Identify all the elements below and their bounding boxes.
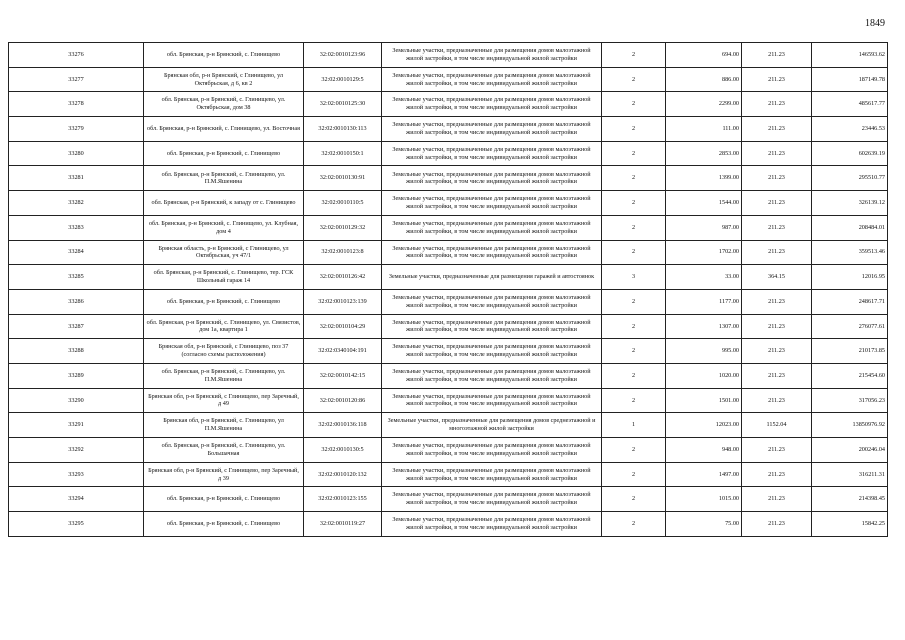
row-number: 33284 <box>9 240 144 265</box>
group-cell: 2 <box>602 438 666 463</box>
cadastral-value-cell: 214398.45 <box>812 487 888 512</box>
group-cell: 2 <box>602 215 666 240</box>
cadastral-number-cell: 32:02:0010130:5 <box>304 438 382 463</box>
area-cell: 948.00 <box>666 438 742 463</box>
group-cell: 3 <box>602 265 666 290</box>
specific-value-cell: 211.23 <box>742 191 812 216</box>
address-cell: Брянская обл, р-н Брянский, с Глинищево, поз 37 (согласно схемы расположения) <box>144 339 304 364</box>
group-cell: 2 <box>602 141 666 166</box>
group-cell: 2 <box>602 67 666 92</box>
area-cell: 1497.00 <box>666 462 742 487</box>
table-row <box>9 43 888 68</box>
area-cell: 1307.00 <box>666 314 742 339</box>
cadastral-number-cell: 32:02:0010119:27 <box>304 512 382 537</box>
area-cell: 111.00 <box>666 117 742 142</box>
cadastral-number-cell: 32:02:0010129:32 <box>304 215 382 240</box>
area-cell: 886.00 <box>666 67 742 92</box>
specific-value-cell: 211.23 <box>742 462 812 487</box>
address-cell: обл. Брянская, р-н Брянский, с. Глинищево, ул. П.М.Яшенина <box>144 166 304 191</box>
land-use-cell: Земельные участки, предназначенные для размещения домов малоэтажной жилой застройки, в том числе индивидуальной жилой застройки <box>382 512 602 537</box>
group-cell: 2 <box>602 191 666 216</box>
row-number: 33287 <box>9 314 144 339</box>
area-cell: 694.00 <box>666 43 742 68</box>
cadastral-value-cell: 187149.78 <box>812 67 888 92</box>
area-cell: 12023.00 <box>666 413 742 438</box>
land-use-cell: Земельные участки, предназначенные для размещения домов малоэтажной жилой застройки, в том числе индивидуальной жилой застройки <box>382 314 602 339</box>
land-use-cell: Земельные участки, предназначенные для размещения домов малоэтажной жилой застройки, в том числе индивидуальной жилой застройки <box>382 117 602 142</box>
cadastral-value-table <box>8 42 888 537</box>
table-row <box>9 289 888 314</box>
row-number: 33292 <box>9 438 144 463</box>
table-row <box>9 141 888 166</box>
table-row <box>9 487 888 512</box>
specific-value-cell: 364.15 <box>742 265 812 290</box>
cadastral-value-cell: 359513.46 <box>812 240 888 265</box>
row-number: 33290 <box>9 388 144 413</box>
cadastral-value-cell: 146593.62 <box>812 43 888 68</box>
specific-value-cell: 211.23 <box>742 141 812 166</box>
land-use-cell: Земельные участки, предназначенные для размещения домов малоэтажной жилой застройки, в том числе индивидуальной жилой застройки <box>382 339 602 364</box>
area-cell: 1399.00 <box>666 166 742 191</box>
cadastral-number-cell: 32:02:0010142:15 <box>304 363 382 388</box>
row-number: 33295 <box>9 512 144 537</box>
cadastral-value-cell: 12016.95 <box>812 265 888 290</box>
cadastral-number-cell: 32:02:0340104:191 <box>304 339 382 364</box>
area-cell: 75.00 <box>666 512 742 537</box>
specific-value-cell: 211.23 <box>742 43 812 68</box>
row-number: 33276 <box>9 43 144 68</box>
specific-value-cell: 1152.04 <box>742 413 812 438</box>
cadastral-number-cell: 32:02:0010130:113 <box>304 117 382 142</box>
group-cell: 2 <box>602 388 666 413</box>
row-number: 33291 <box>9 413 144 438</box>
cadastral-number-cell: 32:02:0010150:1 <box>304 141 382 166</box>
cadastral-number-cell: 32:02:0010123:139 <box>304 289 382 314</box>
area-cell: 1501.00 <box>666 388 742 413</box>
address-cell: обл. Брянская, р-н Брянский, с. Глинищево <box>144 141 304 166</box>
table-row <box>9 512 888 537</box>
cadastral-value-cell: 248617.71 <box>812 289 888 314</box>
land-use-cell: Земельные участки, предназначенные для размещения домов малоэтажной жилой застройки, в том числе индивидуальной жилой застройки <box>382 166 602 191</box>
cadastral-number-cell: 32:02:0010120:86 <box>304 388 382 413</box>
row-number: 33289 <box>9 363 144 388</box>
row-number: 33278 <box>9 92 144 117</box>
address-cell: обл. Брянская, р-н Брянский, к западу от с. Глинищево <box>144 191 304 216</box>
row-number: 33281 <box>9 166 144 191</box>
address-cell: обл. Брянская, р-н Брянский, с. Глинищево <box>144 43 304 68</box>
area-cell: 1177.00 <box>666 289 742 314</box>
specific-value-cell: 211.23 <box>742 339 812 364</box>
land-use-cell: Земельные участки, предназначенные для размещения домов малоэтажной жилой застройки, в том числе индивидуальной жилой застройки <box>382 92 602 117</box>
table-row <box>9 67 888 92</box>
group-cell: 2 <box>602 314 666 339</box>
table-row <box>9 388 888 413</box>
row-number: 33280 <box>9 141 144 166</box>
address-cell: обл. Брянская, р-н Брянский, с. Глинищево <box>144 512 304 537</box>
area-cell: 1020.00 <box>666 363 742 388</box>
address-cell: обл. Брянская, р-н Брянский, с. Глинищево, ул. Связистов, дом 1а, квартира 1 <box>144 314 304 339</box>
row-number: 33283 <box>9 215 144 240</box>
group-cell: 1 <box>602 413 666 438</box>
land-use-cell: Земельные участки, предназначенные для размещения домов малоэтажной жилой застройки, в том числе индивидуальной жилой застройки <box>382 43 602 68</box>
land-use-cell: Земельные участки, предназначенные для размещения домов малоэтажной жилой застройки, в том числе индивидуальной жилой застройки <box>382 388 602 413</box>
group-cell: 2 <box>602 43 666 68</box>
row-number: 33279 <box>9 117 144 142</box>
specific-value-cell: 211.23 <box>742 117 812 142</box>
address-cell: обл. Брянская, р-н Брянский, с. Глинищево <box>144 289 304 314</box>
cadastral-number-cell: 32:02:0010123:8 <box>304 240 382 265</box>
cadastral-number-cell: 32:02:0010104:29 <box>304 314 382 339</box>
cadastral-number-cell: 32:02:0010136:118 <box>304 413 382 438</box>
address-cell: обл. Брянская, р-н Брянский, с. Глинищево, ул. Восточная <box>144 117 304 142</box>
address-cell: Брянская обл, р-н Брянский, с Глинищево, ул Октябрьская, д 6, кв 2 <box>144 67 304 92</box>
group-cell: 2 <box>602 462 666 487</box>
specific-value-cell: 211.23 <box>742 67 812 92</box>
cadastral-value-cell: 316211.31 <box>812 462 888 487</box>
group-cell: 2 <box>602 363 666 388</box>
land-use-cell: Земельные участки, предназначенные для размещения гаражей и автостоянок <box>382 265 602 290</box>
row-number: 33294 <box>9 487 144 512</box>
row-number: 33288 <box>9 339 144 364</box>
land-use-cell: Земельные участки, предназначенные для размещения домов малоэтажной жилой застройки, в том числе индивидуальной жилой застройки <box>382 191 602 216</box>
cadastral-number-cell: 32:02:0010126:42 <box>304 265 382 290</box>
cadastral-value-cell: 200246.04 <box>812 438 888 463</box>
land-use-cell: Земельные участки, предназначенные для размещения домов малоэтажной жилой застройки, в том числе индивидуальной жилой застройки <box>382 240 602 265</box>
land-use-cell: Земельные участки, предназначенные для размещения домов малоэтажной жилой застройки, в том числе индивидуальной жилой застройки <box>382 438 602 463</box>
area-cell: 987.00 <box>666 215 742 240</box>
address-cell: обл. Брянская, р-н Брянский, с. Глинищево <box>144 487 304 512</box>
address-cell: Брянская обл, р-н Брянский, с Глинищево, пер Заречный, д 39 <box>144 462 304 487</box>
specific-value-cell: 211.23 <box>742 314 812 339</box>
table-body <box>9 43 888 537</box>
cadastral-value-cell: 326139.12 <box>812 191 888 216</box>
cadastral-value-cell: 276077.61 <box>812 314 888 339</box>
table-row <box>9 191 888 216</box>
land-use-cell: Земельные участки, предназначенные для размещения домов малоэтажной жилой застройки, в том числе индивидуальной жилой застройки <box>382 462 602 487</box>
specific-value-cell: 211.23 <box>742 363 812 388</box>
area-cell: 2299.00 <box>666 92 742 117</box>
cadastral-number-cell: 32:02:0010130:91 <box>304 166 382 191</box>
cadastral-number-cell: 32:02:0010129:5 <box>304 67 382 92</box>
group-cell: 2 <box>602 339 666 364</box>
address-cell: Брянская обл, р-н Брянский, с. Глинищево, ул П.М.Яшенина <box>144 413 304 438</box>
row-number: 33282 <box>9 191 144 216</box>
address-cell: обл. Брянская, р-н Брянский, с. Глинищево, ул. П.М.Яшенина <box>144 363 304 388</box>
specific-value-cell: 211.23 <box>742 487 812 512</box>
group-cell: 2 <box>602 487 666 512</box>
cadastral-value-cell: 13850976.92 <box>812 413 888 438</box>
cadastral-value-cell: 208484.01 <box>812 215 888 240</box>
page-number: 1849 <box>865 18 885 29</box>
cadastral-value-cell: 23446.53 <box>812 117 888 142</box>
area-cell: 1702.00 <box>666 240 742 265</box>
specific-value-cell: 211.23 <box>742 240 812 265</box>
address-cell: Брянская обл, р-н Брянский, с Глинищево, пер Заречный, д 49 <box>144 388 304 413</box>
area-cell: 2853.00 <box>666 141 742 166</box>
specific-value-cell: 211.23 <box>742 92 812 117</box>
cadastral-value-cell: 485617.77 <box>812 92 888 117</box>
area-cell: 995.00 <box>666 339 742 364</box>
row-number: 33293 <box>9 462 144 487</box>
table-row <box>9 438 888 463</box>
group-cell: 2 <box>602 166 666 191</box>
group-cell: 2 <box>602 117 666 142</box>
cadastral-number-cell: 32:02:0010120:132 <box>304 462 382 487</box>
specific-value-cell: 211.23 <box>742 438 812 463</box>
cadastral-value-cell: 215454.60 <box>812 363 888 388</box>
specific-value-cell: 211.23 <box>742 166 812 191</box>
area-cell: 33.00 <box>666 265 742 290</box>
row-number: 33277 <box>9 67 144 92</box>
cadastral-number-cell: 32:02:0010125:30 <box>304 92 382 117</box>
area-cell: 1544.00 <box>666 191 742 216</box>
table-row <box>9 117 888 142</box>
specific-value-cell: 211.23 <box>742 388 812 413</box>
land-use-cell: Земельные участки, предназначенные для размещения домов малоэтажной жилой застройки, в том числе индивидуальной жилой застройки <box>382 215 602 240</box>
land-use-cell: Земельные участки, предназначенные для размещения домов малоэтажной жилой застройки, в том числе индивидуальной жилой застройки <box>382 487 602 512</box>
cadastral-value-cell: 210173.85 <box>812 339 888 364</box>
table-row <box>9 314 888 339</box>
cadastral-number-cell: 32:02:0010123:96 <box>304 43 382 68</box>
group-cell: 2 <box>602 240 666 265</box>
address-cell: обл. Брянская, р-н Брянский, с. Глинищево, тер. ГСК Школьный гараж 14 <box>144 265 304 290</box>
table-row <box>9 240 888 265</box>
land-use-cell: Земельные участки, предназначенные для размещения домов малоэтажной жилой застройки, в том числе индивидуальной жилой застройки <box>382 289 602 314</box>
group-cell: 2 <box>602 512 666 537</box>
specific-value-cell: 211.23 <box>742 289 812 314</box>
row-number: 33285 <box>9 265 144 290</box>
group-cell: 2 <box>602 289 666 314</box>
table-row <box>9 166 888 191</box>
area-cell: 1015.00 <box>666 487 742 512</box>
address-cell: обл. Брянская, р-н Брянский, с. Глинищево, ул. Октябрьская, дом 38 <box>144 92 304 117</box>
land-use-cell: Земельные участки, предназначенные для размещения домов среднеэтажной и многоэтажной жилой застройки <box>382 413 602 438</box>
land-use-cell: Земельные участки, предназначенные для размещения домов малоэтажной жилой застройки, в том числе индивидуальной жилой застройки <box>382 67 602 92</box>
land-use-cell: Земельные участки, предназначенные для размещения домов малоэтажной жилой застройки, в том числе индивидуальной жилой застройки <box>382 141 602 166</box>
cadastral-value-cell: 295510.77 <box>812 166 888 191</box>
address-cell: Брянская область, р-н Брянский, с Глинищево, ул Октябрьская, уч 47/1 <box>144 240 304 265</box>
address-cell: обл. Брянская, р-н Брянский, с. Глинищево, ул. Клубная, дом 4 <box>144 215 304 240</box>
table-row <box>9 413 888 438</box>
table-row <box>9 339 888 364</box>
cadastral-value-cell: 317056.23 <box>812 388 888 413</box>
table-row <box>9 265 888 290</box>
land-use-cell: Земельные участки, предназначенные для размещения домов малоэтажной жилой застройки, в том числе индивидуальной жилой застройки <box>382 363 602 388</box>
table-row <box>9 92 888 117</box>
specific-value-cell: 211.23 <box>742 215 812 240</box>
row-number: 33286 <box>9 289 144 314</box>
cadastral-value-cell: 602639.19 <box>812 141 888 166</box>
address-cell: обл. Брянская, р-н Брянский, с. Глинищево, ул. Большачная <box>144 438 304 463</box>
table-row <box>9 215 888 240</box>
table-row <box>9 462 888 487</box>
cadastral-number-cell: 32:02:0010110:5 <box>304 191 382 216</box>
cadastral-value-cell: 15842.25 <box>812 512 888 537</box>
cadastral-number-cell: 32:02:0010123:155 <box>304 487 382 512</box>
specific-value-cell: 211.23 <box>742 512 812 537</box>
table-row <box>9 363 888 388</box>
group-cell: 2 <box>602 92 666 117</box>
